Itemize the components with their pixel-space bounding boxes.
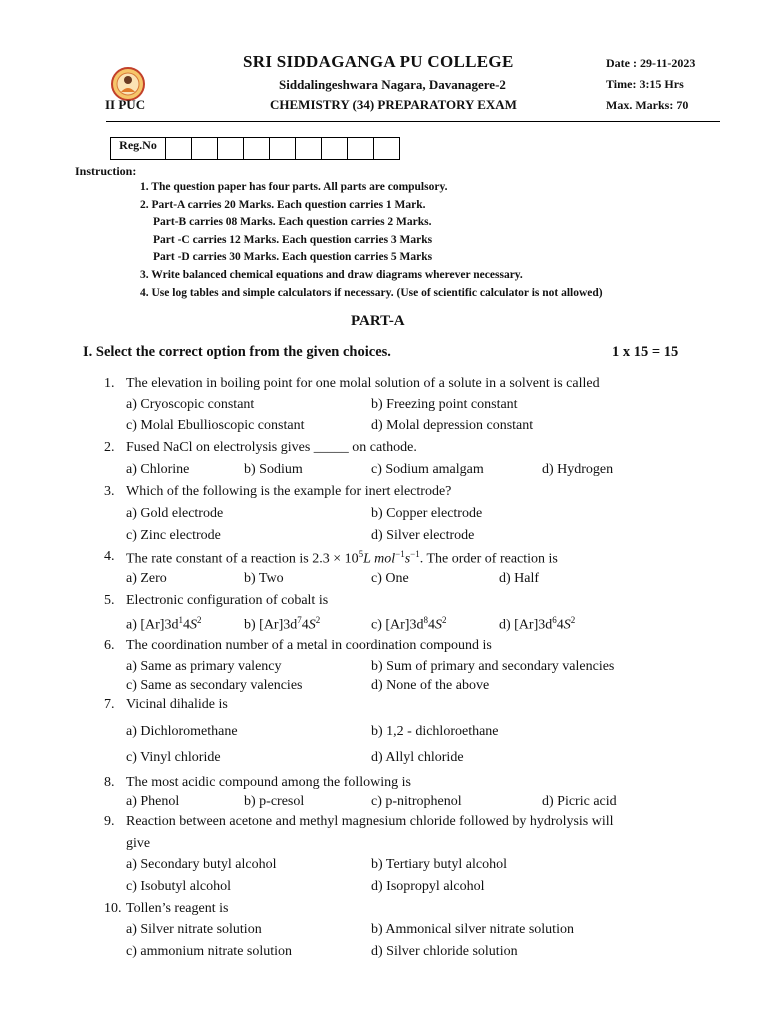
question-text: Fused NaCl on electrolysis gives _____ on cathode. — [126, 440, 417, 455]
question-text: The coordination number of a metal in coordination compound is — [126, 638, 492, 653]
option: d) Molal depression constant — [371, 418, 534, 433]
option: c) Zinc electrode — [126, 528, 221, 543]
question-number: 1. — [104, 376, 115, 391]
option: b) Freezing point constant — [371, 397, 518, 412]
college-address: Siddalingeshwara Nagara, Davanagere-2 — [279, 77, 506, 92]
section-marks: 1 x 15 = 15 — [612, 344, 679, 360]
reg-no-box[interactable] — [296, 138, 322, 160]
reg-no-table — [110, 137, 400, 160]
option: c) $[Ar]3d^84S^2$ — [371, 615, 447, 633]
option: a) Same as primary valency — [126, 659, 282, 674]
question-number: 4. — [104, 549, 115, 564]
question-number: 10. — [104, 901, 122, 916]
option: b) 1,2 - dichloroethane — [371, 724, 499, 739]
option: b) Sum of primary and secondary valencies — [371, 659, 615, 674]
option: a) Gold electrode — [126, 506, 224, 521]
reg-no-box[interactable] — [270, 138, 296, 160]
option: a) Dichloromethane — [126, 724, 238, 739]
question-text: Which of the following is the example for inert electrode? — [126, 484, 452, 499]
instruction-label: Instruction: — [75, 164, 137, 178]
reg-no-label: Reg.No — [111, 138, 166, 160]
option: b) $[Ar]3d^74S^2$ — [244, 615, 321, 633]
question-text-continued: give — [126, 836, 151, 851]
exam-title: CHEMISTRY (34) PREPARATORY EXAM — [270, 97, 517, 112]
option: d) Hydrogen — [542, 462, 614, 477]
option: a) Chlorine — [126, 462, 190, 477]
option: d) Silver electrode — [371, 528, 475, 543]
reg-no-box[interactable] — [322, 138, 348, 160]
instruction-line: 1. The question paper has four parts. All parts are compulsory. — [140, 181, 448, 193]
option: d) Allyl chloride — [371, 750, 464, 765]
question-number: 5. — [104, 593, 115, 608]
part-title: PART-A — [351, 313, 405, 329]
question-text: The elevation in boiling point for one molal solution of a solute in a solvent is called — [126, 376, 600, 391]
instruction-line: Part-B carries 08 Marks. Each question carries 2 Marks. — [153, 216, 432, 228]
option: b) Ammonical silver nitrate solution — [371, 922, 574, 937]
option: d) Isopropyl alcohol — [371, 879, 485, 894]
option: d) Picric acid — [542, 794, 617, 809]
option: d) Half — [499, 571, 540, 586]
option: c) Same as secondary valencies — [126, 678, 303, 693]
question-number: 9. — [104, 814, 115, 829]
option: a) Secondary butyl alcohol — [126, 857, 277, 872]
instruction-line: 3. Write balanced chemical equations and draw diagrams wherever necessary. — [140, 269, 523, 281]
question-text-post: . The order of reaction is — [419, 551, 558, 567]
instruction-line: 2. Part-A carries 20 Marks. Each question carries 1 Mark. — [140, 199, 426, 211]
question-number: 6. — [104, 638, 115, 653]
instruction-line: Part -C carries 12 Marks. Each question carries 3 Marks — [153, 234, 433, 246]
option: b) Tertiary butyl alcohol — [371, 857, 508, 872]
option: d) $[Ar]3d^64S^2$ — [499, 615, 576, 633]
reg-no-box[interactable] — [218, 138, 244, 160]
question-text: Electronic configuration of cobalt is — [126, 593, 329, 608]
option: c) One — [371, 571, 409, 586]
option: b) Sodium — [244, 462, 303, 477]
option: b) Copper electrode — [371, 506, 483, 521]
option: c) p-nitrophenol — [371, 794, 462, 809]
option: b) Two — [244, 571, 284, 586]
reg-no-box[interactable] — [244, 138, 270, 160]
header-divider — [106, 121, 720, 122]
option: a) Cryoscopic constant — [126, 397, 255, 412]
question-number: 3. — [104, 484, 115, 499]
instruction-line: Part -D carries 30 Marks. Each question carries 5 Marks — [153, 251, 433, 263]
option: c) Sodium amalgam — [371, 462, 484, 477]
question-text: Tollen’s reagent is — [126, 901, 229, 916]
option: d) None of the above — [371, 678, 490, 693]
question-text: The rate constant of a reaction is $2.3 \times 10^5L$ $mol^{-1}s^{-1}$. The order of reaction is — [126, 549, 558, 567]
option: a) Phenol — [126, 794, 180, 809]
exam-time: Time: 3:15 Hrs — [606, 77, 684, 91]
reg-no-box[interactable] — [166, 138, 192, 160]
college-name: SRI SIDDAGANGA PU COLLEGE — [243, 52, 514, 71]
option: c) Molal Ebullioscopic constant — [126, 418, 305, 433]
option: c) Isobutyl alcohol — [126, 879, 231, 894]
option: c) Vinyl chloride — [126, 750, 221, 765]
reg-no-box[interactable] — [374, 138, 400, 160]
question-text-pre: The rate constant of a reaction is 2.3 × 10 — [126, 551, 359, 567]
reg-no-box[interactable] — [192, 138, 218, 160]
reg-no-box[interactable] — [348, 138, 374, 160]
question-number: 8. — [104, 775, 115, 790]
option: a) Silver nitrate solution — [126, 922, 262, 937]
question-text: Reaction between acetone and methyl magnesium chloride followed by hydrolysis will — [126, 814, 614, 829]
option: d) Silver chloride solution — [371, 944, 518, 959]
question-number: 7. — [104, 697, 115, 712]
question-number: 2. — [104, 440, 115, 455]
max-marks: Max. Marks: 70 — [606, 98, 689, 112]
option: a) $[Ar]3d^14S^2$ — [126, 615, 202, 633]
option: c) ammonium nitrate solution — [126, 944, 293, 959]
option: a) Zero — [126, 571, 167, 586]
question-text: The most acidic compound among the following is — [126, 775, 412, 790]
class-label: II PUC — [105, 97, 146, 112]
section-title: I. Select the correct option from the given choices. — [83, 344, 391, 360]
option: b) p-cresol — [244, 794, 305, 809]
exam-date: Date : 29-11-2023 — [606, 56, 696, 70]
instruction-line: 4. Use log tables and simple calculators if necessary. (Use of scientific calculator is not allowed) — [140, 287, 603, 299]
question-text: Vicinal dihalide is — [126, 697, 228, 712]
